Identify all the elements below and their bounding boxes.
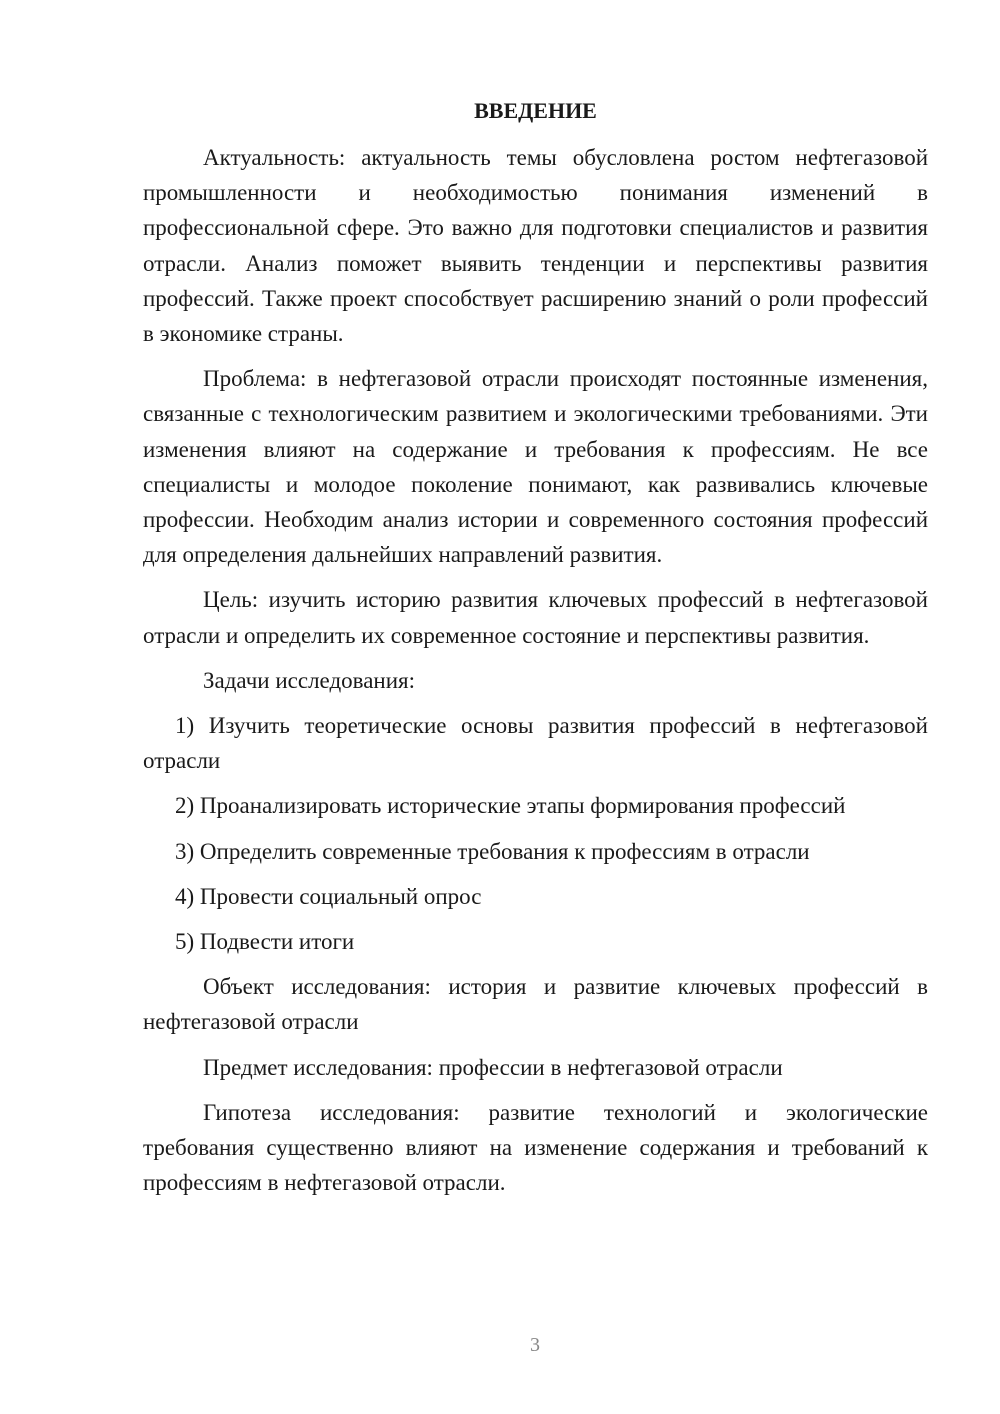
task-item-5: 5) Подвести итоги	[175, 929, 355, 955]
task-item-3: 3) Определить современные требования к профессиям в отрасли	[175, 838, 810, 864]
page-number: 3	[530, 1334, 540, 1356]
relevance-paragraph: Актуальность: актуальность темы обусловлена ростом нефтегазовой промышленности и необходимостью понимания изменений в профессиональной сфере. Это важно для подготовки специалистов и развития отрасли. Анализ поможет выявить тенденции и перспективы развития профессий. Также проект способствует расширению знаний о роли профессий в экономике страны.	[143, 145, 928, 347]
subject-paragraph: Предмет исследования: профессии в нефтегазовой отрасли	[203, 1054, 783, 1080]
task-item-2: 2) Проанализировать исторические этапы формирования профессий	[175, 793, 846, 819]
tasks-title: Задачи исследования:	[203, 667, 416, 693]
object-paragraph: Объект исследования: история и развитие ключевых профессий в нефтегазовой отрасли	[143, 974, 928, 1035]
task-item-1: 1) Изучить теоретические основы развития профессий в нефтегазовой отрасли	[143, 713, 928, 774]
section-heading: ВВЕДЕНИЕ	[474, 98, 597, 123]
task-item-4: 4) Провести социальный опрос	[175, 883, 482, 909]
goal-paragraph: Цель: изучить историю развития ключевых профессий в нефтегазовой отрасли и определить их современное состояние и перспективы развития.	[143, 587, 928, 648]
hypothesis-paragraph: Гипотеза исследования: развитие технологий и экологические требования существенно влияют на изменение содержания и требований к профессиям в нефтегазовой отрасли.	[143, 1099, 928, 1196]
page-content	[143, 95, 928, 1210]
problem-paragraph: Проблема: в нефтегазовой отрасли происходят постоянные изменения, связанные с технологическим развитием и экологическими требованиями. Эти изменения влияют на содержание и требования к профессиям. Не все специалисты и молодое поколение понимают, как развивались ключевые профессии. Необходим анализ истории и современного состояния профессий для определения дальнейших направлений развития.	[143, 366, 928, 568]
